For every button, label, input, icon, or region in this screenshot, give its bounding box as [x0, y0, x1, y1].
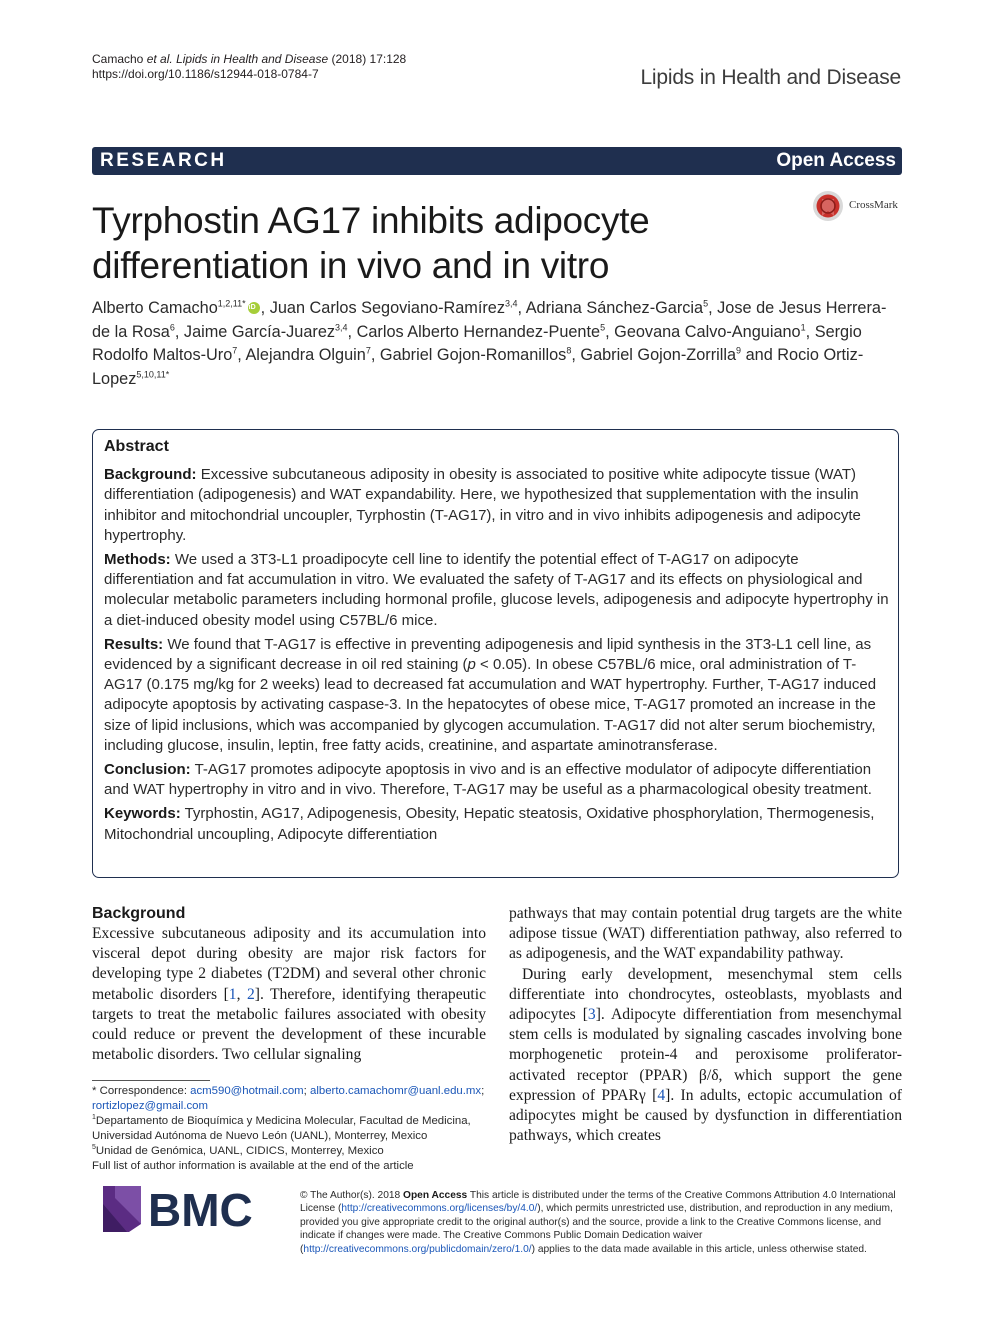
correspondence-label: * Correspondence:: [92, 1085, 191, 1097]
reference-link-3[interactable]: 3: [587, 1006, 596, 1024]
correspondence: [92, 1084, 492, 1114]
background-paragraph-1: [92, 924, 486, 1065]
author[interactable]: [526, 299, 708, 317]
bmc-logo-text: BMC: [148, 1186, 253, 1232]
author-affiliation: 9: [736, 345, 742, 356]
citation-etal: et al.: [146, 52, 173, 66]
abstract-background: [104, 465, 890, 546]
abstract-keywords: [104, 804, 890, 844]
author-name: Geovana Calvo-Anguiano: [614, 322, 801, 341]
author[interactable]: [614, 323, 805, 341]
footnotes: [92, 1084, 492, 1174]
email-link-3[interactable]: rortizlopez@gmail.com: [92, 1100, 209, 1112]
author[interactable]: [184, 323, 348, 341]
paragraph-text: ]. Adipocyte differentiation from mesenchymal stem cells is modulated by signaling cascades involving bone morphogenetic protein-4 and peroxisome proliferator-activated receptor (PPAR) β/δ, which support the gene expression of PPARγ [: [509, 1006, 902, 1104]
author-list: Alberto Camacho$^{1,2,11*}$iD , Juan Carlos Segoviano-Ramírez$^{3,4}$, Adriana Sánchez-Garcia$^5$, Jose de Jesus Herrera-de la Rosa$^6$, Jaime García-Juarez$^{3,4}$, Carlos Alberto Hernandez-Puente$^5$, Geovana Calvo-Anguiano$^1$, Sergio Rodolfo Maltos-Uro$^7$, Alejandra Olguin$^7$, Gabriel Gojon-Romanillos$^8$, Gabriel Gojon-Zorrilla$^9$ and Rocio Ortiz-Lopez$^{5,10,11*}$: [92, 297, 902, 391]
author-affiliation: 1,2,11*: [217, 298, 246, 309]
author-affiliation: 7: [365, 345, 371, 356]
affiliation-text: Departamento de Bioquímica y Medicina Molecular, Facultad de Medicina, Universidad Autónoma de Nuevo León (UANL), Monterrey, Mexico: [92, 1115, 471, 1142]
abstract-background-label: Background:: [104, 466, 197, 484]
crossmark-label: CrossMark: [849, 199, 898, 211]
author-conjunction: and: [745, 346, 773, 365]
author-name: Juan Carlos Segoviano-Ramírez: [269, 299, 506, 317]
author[interactable]: [245, 346, 370, 364]
section-banner: [92, 147, 902, 175]
reference-separator: ,: [236, 985, 247, 1003]
body-right-column: [509, 904, 902, 1146]
author-affiliation: 5,10,11*: [136, 369, 170, 380]
author[interactable]: [357, 323, 605, 341]
article-title: Tyrphostin AG17 inhibits adipocyte differentiation in vivo and in vitro: [92, 200, 650, 286]
author[interactable]: [580, 346, 741, 364]
author-affiliation: 1: [800, 322, 806, 333]
author-affiliation: 5: [703, 298, 709, 309]
email-separator: ;: [303, 1085, 310, 1097]
email-link-1[interactable]: acm590@hotmail.com: [190, 1085, 304, 1097]
bmc-logo-graphic: [103, 1186, 279, 1232]
citation-journal: Lipids in Health and Disease: [176, 52, 329, 66]
author[interactable]: [92, 299, 261, 317]
crossmark-icon: [812, 190, 844, 222]
author-name: Gabriel Gojon-Zorrilla: [580, 346, 737, 365]
citation-line: [92, 52, 406, 67]
author-name: Alejandra Olguin: [245, 346, 366, 365]
abstract-methods: [104, 550, 890, 631]
keywords-label: Keywords:: [104, 805, 181, 823]
abstract-methods-text: We used a 3T3-L1 proadipocyte cell line to identify the potential effect of T-AG17 on adipocyte differentiation and fat accumulation in vitro. We evaluated the safety of T-AG17 and its effects on physiological and molecular metabolic parameters including hormonal profile, glucose levels, adipogenesis and adipocyte hypertrophy in a diet-induced obesity model using C57BL/6 mice.: [104, 551, 889, 629]
author-name: Carlos Alberto Hernandez-Puente: [356, 322, 601, 341]
license-text: © The Author(s). 2018: [300, 1190, 404, 1201]
abstract-methods-label: Methods:: [104, 551, 171, 569]
journal-name: Lipids in Health and Disease: [640, 66, 901, 89]
paragraph-text: Excessive subcutaneous adiposity and its accumulation into visceral depot during obesity are major risk factors for developing type 2 diabetes (T2DM) and several other chronic metabolic disorders [: [92, 925, 486, 1003]
abstract-conclusion: [104, 760, 890, 800]
abstract-results-label: Results:: [104, 635, 164, 653]
orcid-icon[interactable]: [248, 302, 260, 314]
full-author-info-note: Full list of author information is available at the end of the article: [92, 1160, 414, 1172]
reference-link-2[interactable]: 2: [246, 985, 255, 1003]
open-access-label: Open Access: [776, 150, 896, 171]
license-url[interactable]: http://creativecommons.org/licenses/by/4.0/: [341, 1203, 538, 1215]
author-affiliation: 7: [232, 345, 238, 356]
author-name: Jaime García-Juarez: [183, 322, 336, 341]
paragraph-text: ]. Therefore, identifying therapeutic targets to treat the metabolic failures associated with obesity could reduce or prevent the development of these incurable metabolic disorders. Two cellular signaling: [92, 985, 487, 1064]
author-name: Jose de Jesus Herrera-de la Rosa: [92, 299, 887, 341]
abstract-background-text: Excessive subcutaneous adiposity in obesity is associated to positive white adipocyte tissue (WAT) differentiation (adipogenesis) and WAT expandability. Here, we hypothesized that supplementation with the insulin inhibitor and mitochondrial uncoupler, Tyrphostin (T-AG17), in vitro and in vivo inhibits adipogenesis and adipocyte hypertrophy.: [104, 466, 861, 544]
author-name: Alberto Camacho: [92, 299, 218, 317]
author-affiliation: 3,4: [505, 298, 518, 309]
background-heading: Background: [92, 905, 186, 922]
author-name: Rocio Ortiz-Lopez: [92, 346, 864, 388]
license-text: ), which permits unrestricted use, distribution, and reproduction in any medium, provided you give appropriate credit to the original author(s) and the source, provide a link to the Creative Commons license, and indicate if changes were made. The Creative Commons Public Domain Dedication waiver (: [300, 1203, 893, 1255]
affiliation-number: 5: [92, 1144, 96, 1152]
reference-link-4[interactable]: 4: [657, 1086, 666, 1104]
background-paragraph-1-continued: pathways that may contain potential drug targets are the white adipose tissue (WAT) differentiation pathway, also referred to as adipogenesis, and the WAT expandability pathway.: [509, 905, 902, 963]
author-name: Adriana Sánchez-Garcia: [525, 299, 704, 317]
crossmark-badge[interactable]: [812, 190, 912, 222]
abstract-conclusion-text: T-AG17 promotes adipocyte apoptosis in vivo and is an effective modulator of adipocyte differentiation and WAT hypertrophy in vitro and in vivo. Therefore, T-AG17 may be useful as a pharmacological obesity treatment.: [104, 761, 872, 799]
license-text: This article is distributed under the terms of the Creative Commons Attribution 4.0 International License (: [300, 1190, 896, 1215]
license-open-access: Open Access: [403, 1190, 468, 1201]
paragraph-text: During early development, mesenchymal stem cells differentiate into chondrocytes, osteoblasts, myoblasts and adipocytes [: [509, 965, 902, 1024]
affiliation-number: 1: [92, 1114, 96, 1122]
author-name: Sergio Rodolfo Maltos-Uro: [92, 322, 862, 365]
section-label: RESEARCH: [100, 150, 227, 171]
affiliation-1: [92, 1114, 492, 1144]
abstract-results-text-b: < 0.05). In obese C57BL/6 mice, oral administration of T-AG17 (0.175 mg/kg for 2 weeks) lead to decreased fat accumulation and WAT hypertrophy. Further, T-AG17 induced adipocyte apoptosis by activating caspase-3. In the hepatocytes of obese mice, T-AG17 promoted an increase in the size of lipid inclusions, which was accompanied by glycogen accumulation. T-AG17 did not alter serum biochemistry, including glucose, insulin, leptin, free fatty acids, creatinine, and aspartate aminotransferase.: [104, 656, 877, 754]
abstract-box: [92, 429, 899, 878]
license-notice: [300, 1189, 900, 1256]
keywords-text: Tyrphostin, AG17, Adipogenesis, Obesity, Hepatic steatosis, Oxidative phosphorylation, Thermogenesis, Mitochondrial uncoupling, Adipocyte differentiation: [104, 805, 875, 843]
citation-author: Camacho: [92, 52, 144, 66]
affiliation-5: [92, 1144, 492, 1159]
author[interactable]: [380, 346, 571, 364]
author-affiliation: 8: [566, 345, 572, 356]
reference-link-1[interactable]: 1: [228, 985, 237, 1003]
citation-header: [92, 52, 406, 82]
doi-link[interactable]: https://doi.org/10.1186/s12944-018-0784-7: [92, 67, 319, 81]
author-affiliation: 3,4: [335, 322, 348, 333]
email-separator: ;: [481, 1085, 485, 1097]
footnote-divider: [92, 1080, 210, 1081]
abstract-heading: Abstract: [104, 438, 169, 455]
author-affiliation: 6: [169, 322, 175, 333]
author[interactable]: [270, 299, 518, 317]
body-left-column: [92, 904, 486, 1065]
paragraph-text: ]. In adults, ectopic accumulation of adipocytes might be caused by dysfunction in differentiation pathways, which creates: [509, 1086, 902, 1145]
affiliation-text: Unidad de Genómica, UANL, CIDICS, Monterrey, Mexico: [95, 1145, 384, 1157]
p-value-symbol: p: [467, 656, 476, 674]
public-domain-url[interactable]: http://creativecommons.org/publicdomain/zero/1.0/: [303, 1243, 532, 1255]
author-affiliation: 5: [600, 322, 606, 333]
background-paragraph-2: [509, 965, 902, 1147]
license-text: ) applies to the data made available in this article, unless otherwise stated.: [531, 1243, 867, 1255]
email-link-2[interactable]: alberto.camachomr@uanl.edu.mx: [310, 1085, 482, 1097]
citation-volume: (2018) 17:128: [331, 52, 407, 66]
bmc-logo: [103, 1186, 279, 1232]
abstract-results-text-a: We found that T-AG17 is effective in preventing adipogenesis and lipid synthesis in the 3T3-L1 cell line, as evidenced by a significant decrease in oil red staining (: [104, 635, 872, 674]
author-name: Gabriel Gojon-Romanillos: [379, 346, 567, 365]
abstract-conclusion-label: Conclusion:: [104, 761, 191, 779]
abstract-results: [104, 635, 890, 756]
